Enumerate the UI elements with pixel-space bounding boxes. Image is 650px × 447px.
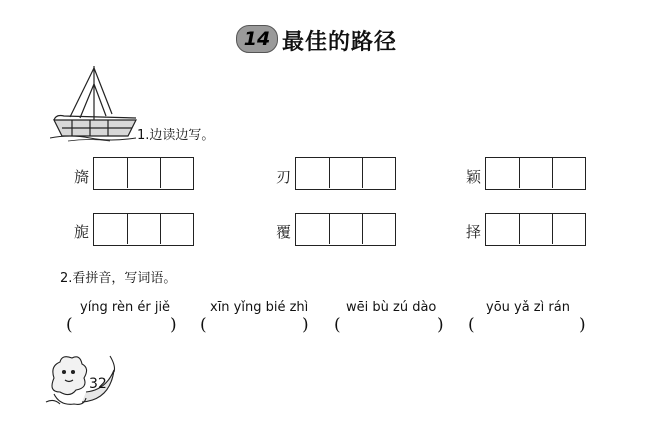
writing-cell[interactable] xyxy=(552,214,585,244)
sailboat-illustration xyxy=(50,62,140,142)
writing-cell[interactable] xyxy=(362,214,395,244)
pinyin-prompt: yōu yǎ zì rán xyxy=(486,300,570,315)
page-number: 32 xyxy=(89,376,107,392)
mascot-illustration xyxy=(40,350,120,410)
answer-blank[interactable] xyxy=(346,316,434,336)
writing-cell[interactable] xyxy=(296,158,329,188)
writing-grid[interactable] xyxy=(93,213,194,246)
answer-close-paren: ) xyxy=(302,315,309,335)
writing-cell[interactable] xyxy=(94,214,127,244)
answer-blank[interactable] xyxy=(480,316,576,336)
page-title: 最佳的路径 xyxy=(282,30,398,55)
writing-cell[interactable] xyxy=(329,158,362,188)
writing-cell[interactable] xyxy=(127,158,160,188)
writing-cell[interactable] xyxy=(519,158,552,188)
answer-open-paren: ( xyxy=(200,315,207,335)
writing-grid[interactable] xyxy=(485,157,586,190)
answer-close-paren: ) xyxy=(437,315,444,335)
hanzi-label: 颖 xyxy=(466,168,482,186)
pinyin-prompt: xīn yǐng bié zhì xyxy=(210,300,309,315)
writing-grid[interactable] xyxy=(295,157,396,190)
hanzi-label: 刃 xyxy=(276,168,292,186)
writing-cell[interactable] xyxy=(94,158,127,188)
hanzi-label: 择 xyxy=(466,223,482,241)
writing-grid[interactable] xyxy=(295,213,396,246)
writing-cell[interactable] xyxy=(486,214,519,244)
hanzi-label: 旖 xyxy=(74,168,90,186)
section-1-instruction: 1.边读边写。 xyxy=(137,128,215,143)
writing-cell[interactable] xyxy=(362,158,395,188)
pinyin-prompt: yíng rèn ér jiě xyxy=(80,300,171,315)
pinyin-prompt: wēi bù zú dào xyxy=(346,300,437,315)
hanzi-label: 覆 xyxy=(276,223,292,241)
answer-open-paren: ( xyxy=(468,315,475,335)
writing-cell[interactable] xyxy=(552,158,585,188)
answer-open-paren: ( xyxy=(66,315,73,335)
writing-cell[interactable] xyxy=(160,158,193,188)
answer-blank[interactable] xyxy=(212,316,300,336)
writing-cell[interactable] xyxy=(296,214,329,244)
answer-close-paren: ) xyxy=(579,315,586,335)
answer-open-paren: ( xyxy=(334,315,341,335)
lesson-number-badge: 14 xyxy=(236,25,278,53)
answer-blank[interactable] xyxy=(78,316,168,336)
writing-cell[interactable] xyxy=(160,214,193,244)
writing-grid[interactable] xyxy=(93,157,194,190)
writing-cell[interactable] xyxy=(127,214,160,244)
writing-cell[interactable] xyxy=(486,158,519,188)
hanzi-label: 旎 xyxy=(74,223,90,241)
writing-cell[interactable] xyxy=(329,214,362,244)
writing-cell[interactable] xyxy=(519,214,552,244)
writing-grid[interactable] xyxy=(485,213,586,246)
section-2-instruction: 2.看拼音，写词语。 xyxy=(60,271,177,286)
answer-close-paren: ) xyxy=(170,315,177,335)
